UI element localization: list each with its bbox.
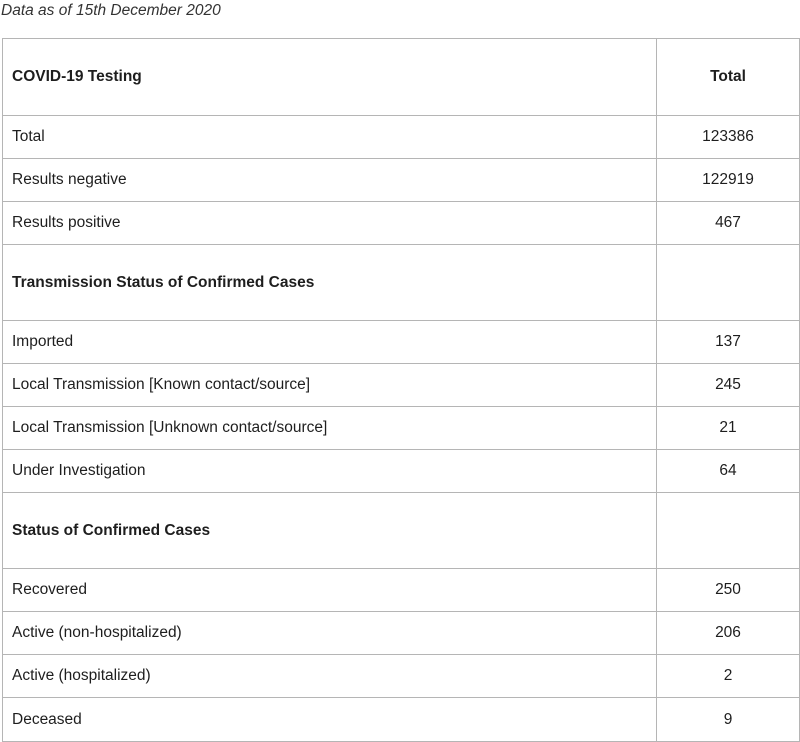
row-label: Results negative: [3, 159, 657, 202]
section-empty-cell: [657, 245, 800, 321]
table-row: [3, 698, 800, 742]
covid-stats-table: [2, 38, 800, 742]
row-label: Results positive: [3, 202, 657, 245]
row-label: Imported: [3, 321, 657, 364]
data-date-caption: Data as of 15th December 2020: [1, 2, 221, 19]
row-value: 467: [657, 202, 800, 245]
table-row: [3, 116, 800, 159]
section-title-status: Status of Confirmed Cases: [3, 493, 657, 569]
section-empty-cell: [657, 493, 800, 569]
table-row: [3, 159, 800, 202]
table-row: [3, 450, 800, 493]
row-value: 137: [657, 321, 800, 364]
row-label: Total: [3, 116, 657, 159]
row-label: Local Transmission [Known contact/source]: [3, 364, 657, 407]
table-row: [3, 569, 800, 612]
header-total-cell: Total: [657, 39, 800, 116]
row-value: 2: [657, 655, 800, 698]
row-value: 245: [657, 364, 800, 407]
row-value: 122919: [657, 159, 800, 202]
row-value: 250: [657, 569, 800, 612]
row-label: Recovered: [3, 569, 657, 612]
row-value: 64: [657, 450, 800, 493]
table-row: [3, 655, 800, 698]
row-value: 21: [657, 407, 800, 450]
header-label-cell: COVID-19 Testing: [3, 39, 657, 116]
row-value: 9: [657, 698, 800, 742]
row-value: 123386: [657, 116, 800, 159]
row-label: Deceased: [3, 698, 657, 742]
table-header-row: [3, 39, 800, 116]
table-row: [3, 407, 800, 450]
section-header-row-status: [3, 493, 800, 569]
row-label: Under Investigation: [3, 450, 657, 493]
section-header-row-transmission: [3, 245, 800, 321]
table-row: [3, 202, 800, 245]
table-row: [3, 321, 800, 364]
section-title-transmission: Transmission Status of Confirmed Cases: [3, 245, 657, 321]
table-row: [3, 364, 800, 407]
row-label: Local Transmission [Unknown contact/source]: [3, 407, 657, 450]
row-label: Active (non-hospitalized): [3, 612, 657, 655]
row-label: Active (hospitalized): [3, 655, 657, 698]
table-row: [3, 612, 800, 655]
row-value: 206: [657, 612, 800, 655]
